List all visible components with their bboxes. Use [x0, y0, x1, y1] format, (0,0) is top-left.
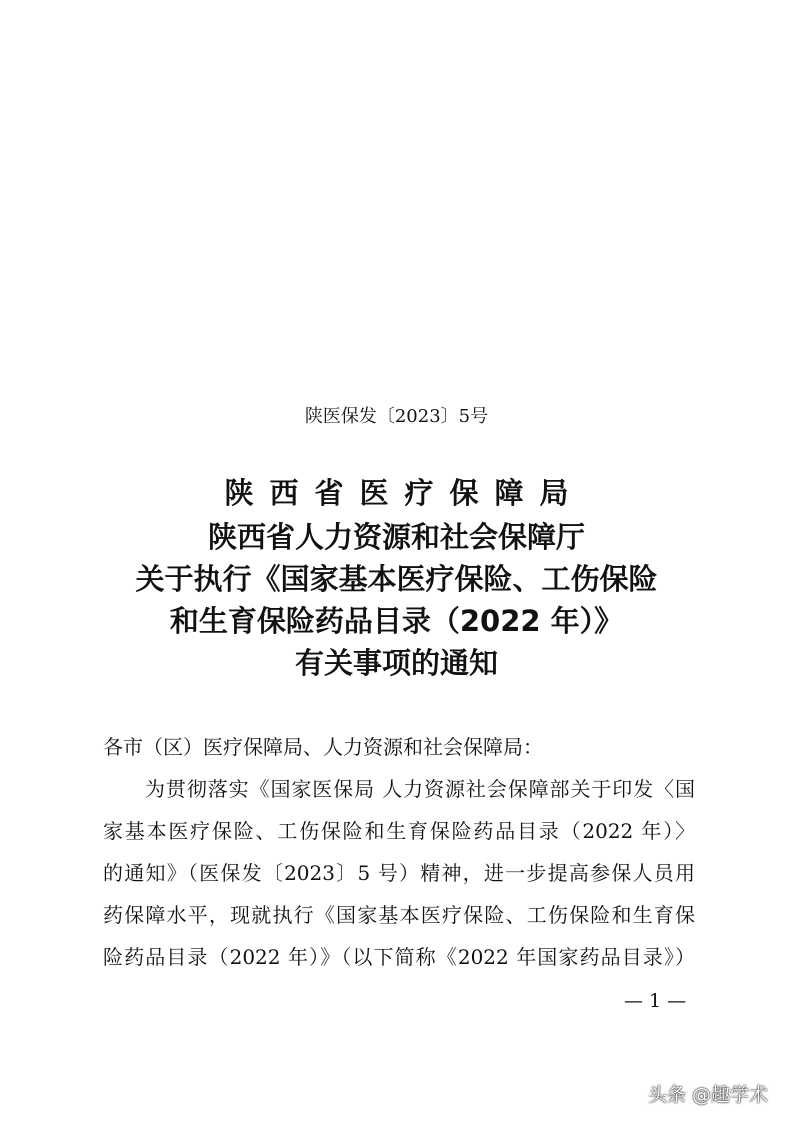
- watermark: 头条 @趣学术: [648, 1084, 769, 1106]
- document-number: 陕医保发〔2023〕5号: [304, 406, 489, 427]
- body-line: 险药品目录（2022 年）》（以下简称《2022 年国家药品目录》）: [103, 945, 695, 969]
- body-line: 为贯彻落实《国家医保局 人力资源社会保障部关于印发〈国: [145, 777, 695, 801]
- title-line-2: 陕西省人力资源和社会保障厅: [207, 520, 585, 554]
- title-line-1: 陕西省医疗保障局: [224, 476, 585, 510]
- body-line: 药保障水平，现就执行《国家基本医疗保险、工伤保险和生育保: [103, 903, 695, 927]
- title-line-5: 有关事项的通知: [294, 646, 498, 680]
- body-line: 家基本医疗保险、工伤保险和生育保险药品目录（2022 年）〉: [103, 819, 695, 843]
- title-line-4: 和生育保险药品目录（2022 年）》: [169, 604, 624, 638]
- page-number: — 1 —: [624, 990, 687, 1012]
- title-line-3: 关于执行《国家基本医疗保险、工伤保险: [135, 562, 658, 596]
- body-line: 的通知》（医保发〔2023〕5 号）精神，进一步提高参保人员用: [103, 861, 695, 885]
- salutation: 各市（区）医疗保障局、人力资源和社会保障局：: [103, 735, 543, 759]
